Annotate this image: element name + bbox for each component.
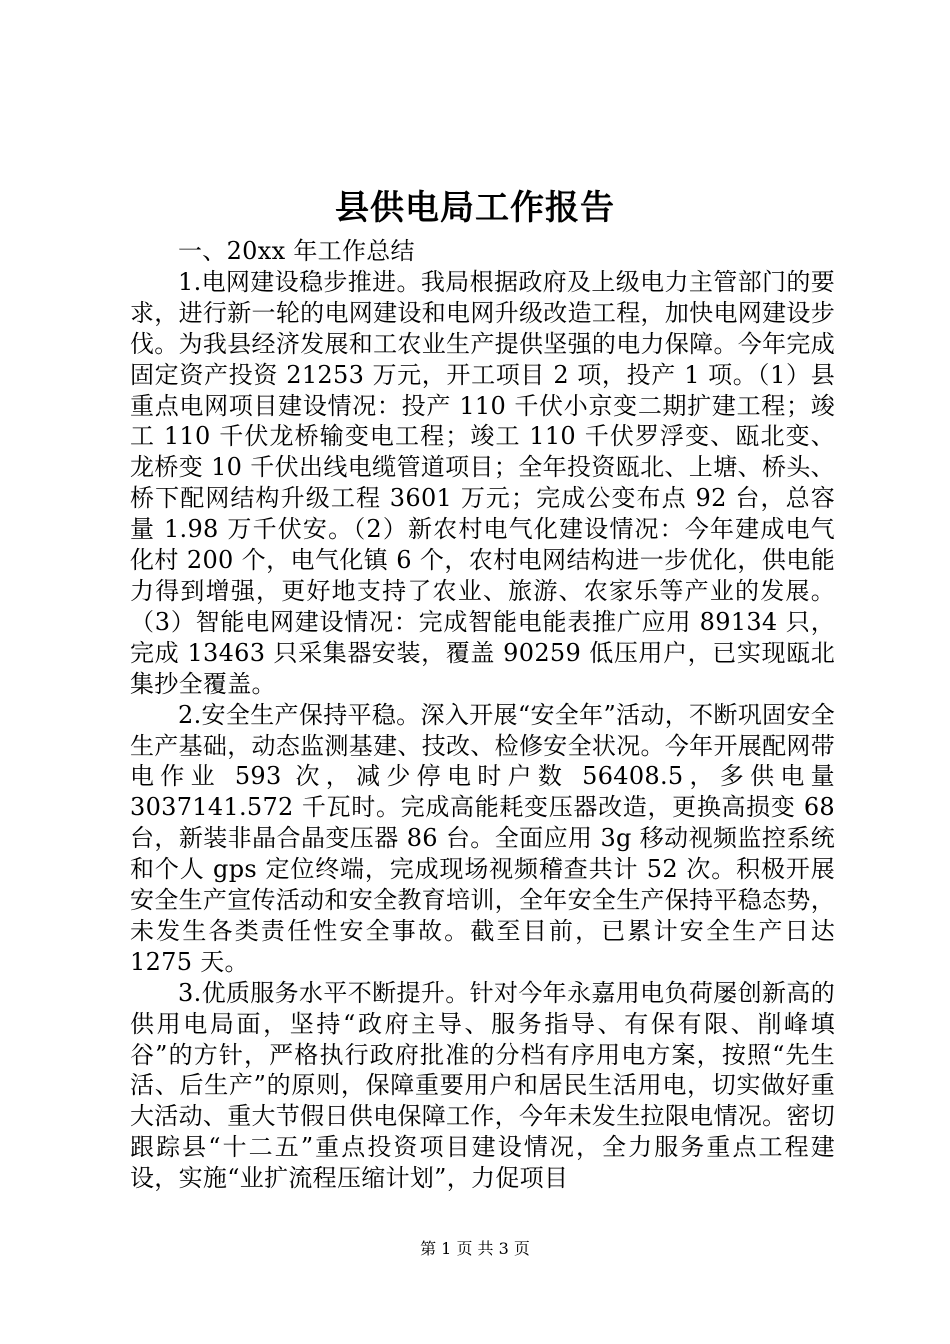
paragraph-quality-service: 3.优质服务水平不断提升。针对今年永嘉用电负荷屡创新高的供用电局面，坚持“政府主导、服务指导、有保有限、削峰填谷”的方针，严格执行政府批准的分档有序用电方案，按照“先生活、后生产”的原则，保障重要用户和居民生活用电，切实做好重大活动、重大节假日供电保障工作，今年未发生拉限电情况。密切跟踪县“十二五”重点投资项目建设情况，全力服务重点工程建设，实施“业扩流程压缩计划”，力促项目 (130, 978, 835, 1193)
section-heading: 一、20xx 年工作总结 (178, 237, 415, 265)
page-footer: 第 1 页 共 3 页 (420, 1239, 530, 1258)
document-body (130, 236, 835, 1194)
document-title: 县供电局工作报告 (335, 188, 615, 228)
paragraph-grid-construction: 1.电网建设稳步推进。我局根据政府及上级电力主管部门的要求，进行新一轮的电网建设和电网升级改造工程，加快电网建设步伐。为我县经济发展和工农业生产提供坚强的电力保障。今年完成固定资产投资 21253 万元，开工项目 2 项，投产 1 项。（1）县重点电网项目建设情况：投产 110 千伏小京变二期扩建工程；竣工 110 千伏龙桥输变电工程；竣工 110 千伏罗浮变、瓯北变、龙桥变 10 千伏出线电缆管道项目；全年投资瓯北、上塘、桥头、桥下配网结构升级工程 3601 万元；完成公变布点 92 台，总容量 1.98 万千伏安。（2）新农村电气化建设情况：今年建成电气化村 200 个，电气化镇 6 个，农村电网结构进一步优化，供电能力得到增强，更好地支持了农业、旅游、农家乐等产业的发展。（3）智能电网建设情况：完成智能电能表推广应用 89134 只，完成 13463 只采集器安装，覆盖 90259 低压用户，已实现瓯北集抄全覆盖。 (130, 267, 835, 698)
paragraph-safety-production: 2.安全生产保持平稳。深入开展“安全年”活动，不断巩固安全生产基础，动态监测基建、技改、检修安全状况。今年开展配网带电作业 593 次，减少停电时户数 56408.5，多供电量 3037141.572 千瓦时。完成高能耗变压器改造，更换高损变 68 台，新装非晶合晶变压器 86 台。全面应用 3g 移动视频监控系统和个人 gps 定位终端，完成现场视频稽查共计 52 次。积极开展安全生产宣传活动和安全教育培训，全年安全生产保持平稳态势，未发生各类责任性安全事故。截至目前，已累计安全生产日达 1275 天。 (130, 700, 835, 976)
